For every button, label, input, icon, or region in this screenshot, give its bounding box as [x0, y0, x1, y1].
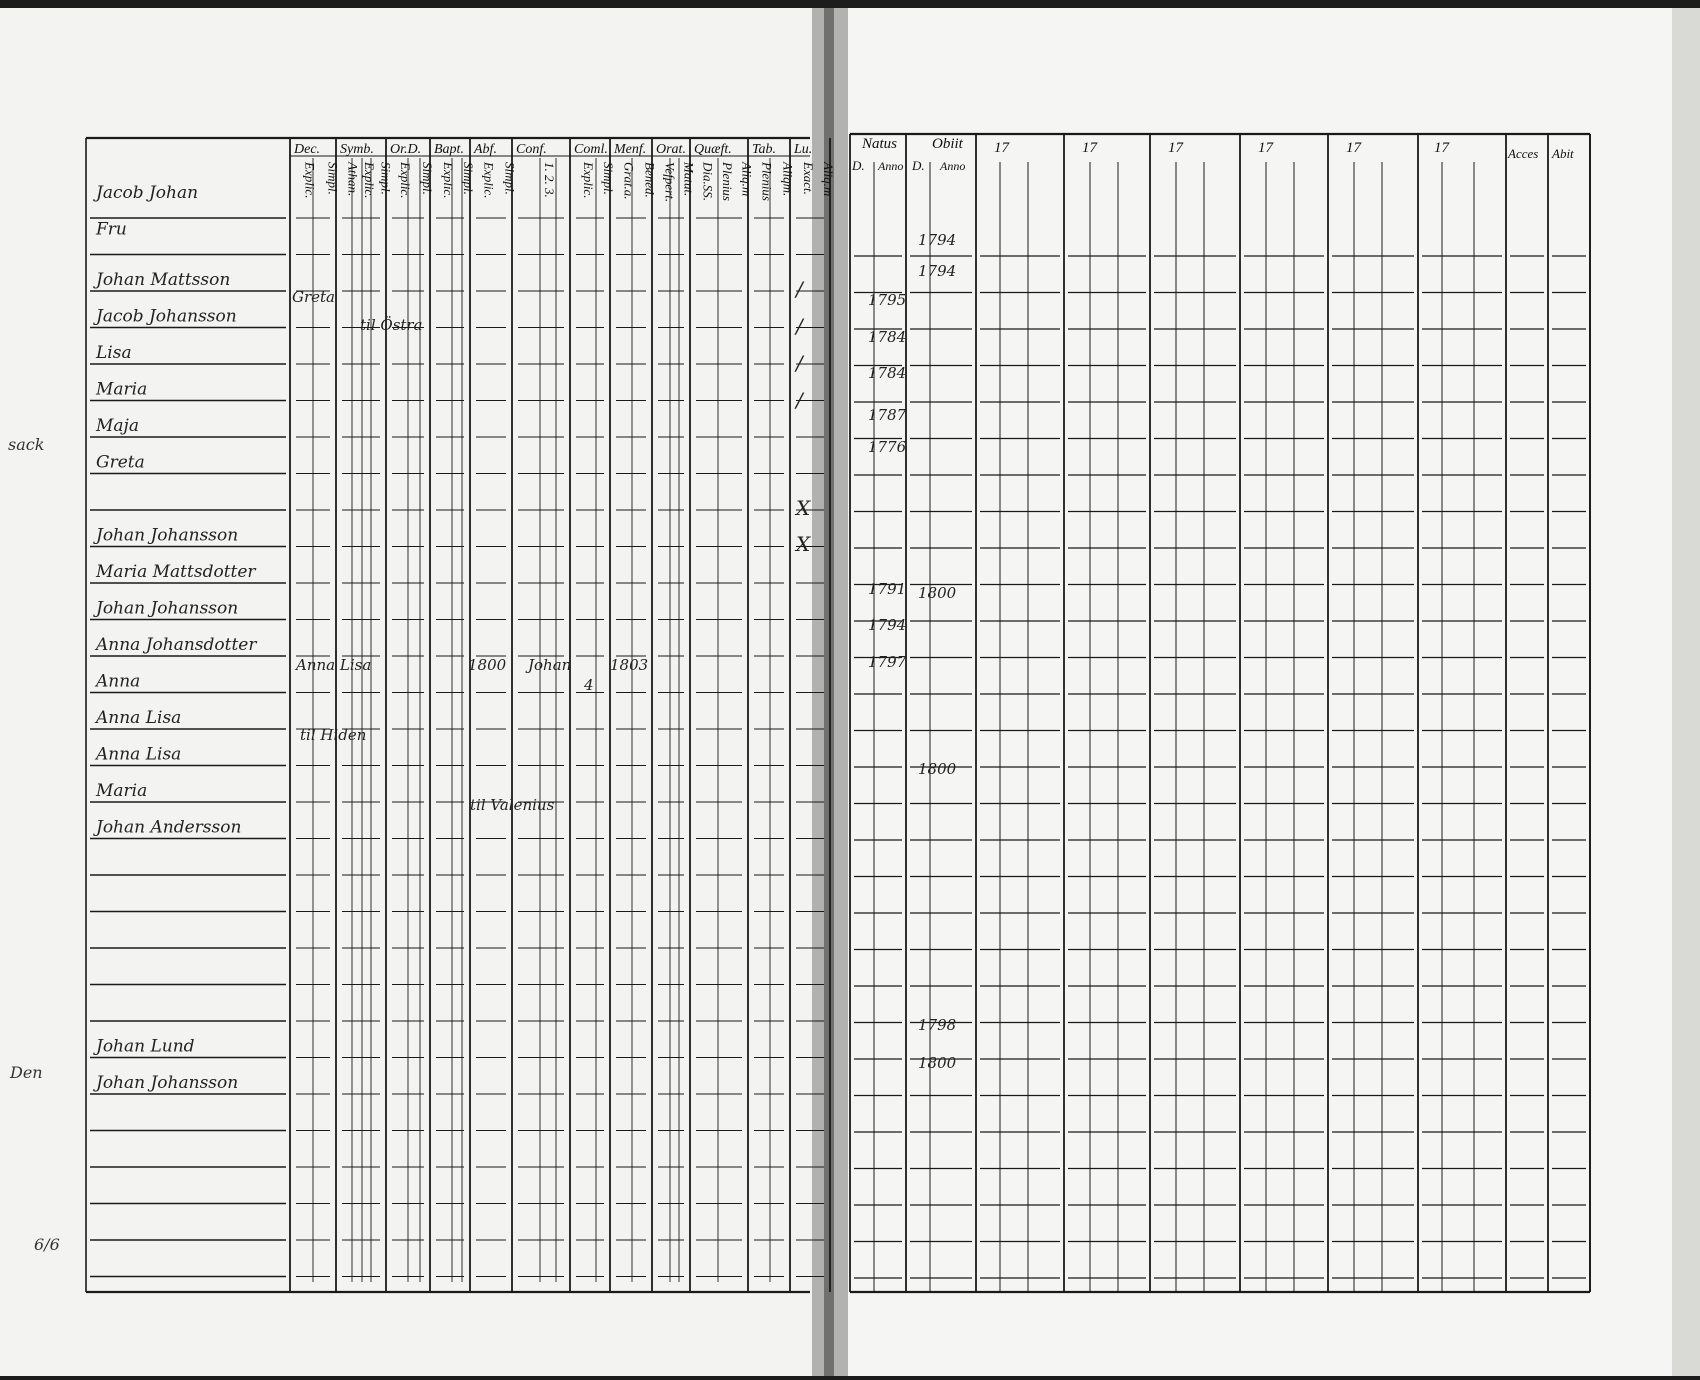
death-year: 1794 [918, 262, 957, 280]
column-subheader: Simpl. [601, 162, 616, 195]
birth-year: 1791 [868, 580, 907, 598]
column-subheader: Exact. [801, 162, 816, 195]
birth-year: 1784 [868, 328, 907, 346]
person-name: Johan Johansson [96, 598, 239, 619]
mark: / [796, 388, 803, 412]
column-header: Tab. [752, 142, 777, 157]
birth-year: 1794 [868, 616, 907, 634]
column-subheader: Simpl. [502, 162, 518, 195]
column-subheader: Plenius [720, 162, 735, 201]
mark: X [796, 532, 811, 556]
person-name: Maria [96, 379, 148, 400]
year-header: 17 [1258, 140, 1273, 156]
register-entry: til Hiden [300, 726, 367, 744]
death-year: 1800 [918, 1054, 957, 1072]
column-subheader: Matut. [681, 162, 697, 197]
year-header: 17 [1434, 140, 1449, 156]
column-subheader: Plenius [759, 162, 775, 201]
register-entry: til Valenius [470, 796, 555, 814]
column-subheader: Grat.a. [621, 162, 637, 200]
person-name: Johan Lund [96, 1036, 195, 1057]
register-entry: 4 [584, 676, 594, 694]
person-name: Johan Johansson [96, 1073, 239, 1093]
column-header: Or.D. [390, 142, 422, 157]
person-name: Greta [96, 452, 145, 473]
person-name: Anna [96, 671, 141, 692]
register-entry: Johan [528, 656, 572, 674]
mark: X [796, 496, 811, 520]
margin-note: Den [10, 1063, 43, 1082]
column-subheader: Aliqm. [780, 162, 796, 197]
year-header: 17 [1082, 140, 1097, 156]
column-subheader: Explic. [302, 162, 318, 199]
register-entry: 1803 [610, 656, 649, 674]
register-entry: Greta [292, 288, 336, 306]
column-header: Abf. [474, 142, 497, 157]
column-header: Menf. [614, 142, 647, 157]
register-entry: 1800 [468, 656, 507, 674]
mark: / [796, 314, 803, 338]
person-name: Maja [96, 416, 139, 436]
margin-note: 6/6 [34, 1235, 60, 1254]
acces-header: Acces [1508, 146, 1539, 161]
register-entry: Anna Lisa [296, 656, 372, 674]
anno-subheader: Anno [878, 159, 904, 173]
column-header: Symb. [340, 142, 374, 157]
year-header: 17 [994, 140, 1009, 156]
day-subheader: D. [852, 158, 865, 173]
column-header: Lu. [794, 142, 813, 157]
spine-shadow [824, 8, 834, 1376]
column-subheader: Explic. [441, 162, 456, 199]
person-name: Johan Mattsson [96, 270, 231, 290]
person-name: Johan Johansson [96, 525, 239, 546]
column-subheader: 1. 2. 3. [542, 162, 557, 198]
column-header: Quæft. [694, 142, 732, 157]
mark: / [796, 351, 803, 375]
column-subheader: Explic. [362, 162, 377, 199]
person-name: Lisa [96, 343, 132, 363]
column-subheader: Simpl. [420, 162, 435, 195]
abit-header: Abit [1552, 146, 1574, 161]
column-subheader: Dia.SS. [700, 162, 716, 201]
person-name: Jacob Johan [96, 183, 199, 203]
person-name: Anna Johansdotter [96, 635, 257, 655]
column-header: Orat. [656, 142, 686, 157]
person-name: Johan Andersson [96, 817, 242, 838]
column-subheader: Aliq.m [821, 162, 836, 197]
margin-note: sack [8, 435, 45, 454]
person-name: Maria [96, 781, 148, 801]
column-subheader: Simpl. [461, 162, 476, 195]
column-header: Bapt. [434, 142, 464, 157]
register-entry: til Östra [360, 316, 423, 334]
column-header: Coml. [574, 142, 608, 157]
column-header: Conf. [516, 142, 547, 157]
year-header: 17 [1346, 140, 1361, 156]
birth-year: 1784 [868, 364, 907, 382]
obiit-header: Obiit [932, 136, 963, 152]
right-page [830, 8, 1700, 1376]
death-year: 1794 [918, 231, 957, 249]
column-subheader: Athan. [345, 162, 361, 197]
column-subheader: Bened. [642, 162, 658, 198]
death-year: 1800 [918, 584, 957, 602]
column-subheader: Simpl. [325, 162, 341, 195]
birth-year: 1787 [868, 406, 907, 424]
column-header: Dec. [294, 142, 321, 157]
anno-subheader: Anno [940, 159, 966, 173]
person-name: Anna Lisa [96, 708, 182, 728]
person-name: Fru [96, 219, 127, 240]
natus-header: Natus [862, 136, 898, 152]
death-year: 1798 [918, 1016, 957, 1034]
death-year: 1800 [918, 760, 957, 778]
birth-year: 1797 [868, 653, 907, 671]
birth-year: 1776 [868, 438, 907, 456]
column-subheader: Aliq.m [739, 162, 755, 197]
year-header: 17 [1168, 140, 1183, 156]
mark: / [796, 277, 803, 301]
birth-year: 1795 [868, 291, 907, 309]
column-subheader: Simpl. [378, 162, 394, 195]
column-subheader: Explic. [481, 162, 497, 199]
page-edge [1672, 8, 1700, 1376]
column-subheader: Explic. [398, 162, 413, 199]
day-subheader: D. [912, 158, 925, 173]
person-name: Jacob Johansson [96, 306, 237, 327]
person-name: Maria Mattsdotter [96, 562, 256, 582]
person-name: Anna Lisa [96, 744, 182, 765]
column-subheader: Explic. [581, 162, 596, 199]
column-subheader: Vefpert. [662, 162, 678, 203]
